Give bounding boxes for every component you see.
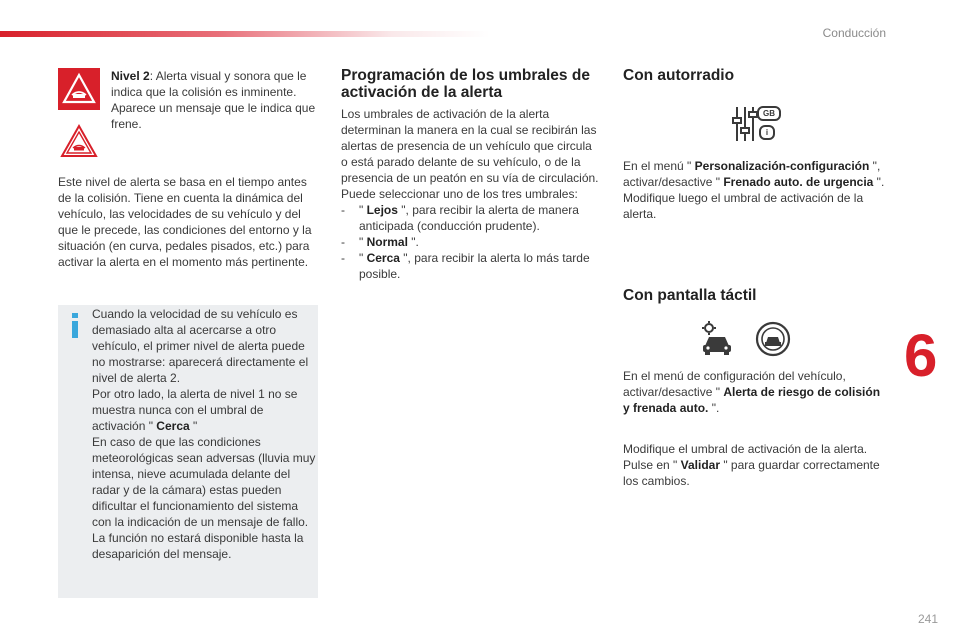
list-item: - " Lejos ", para recibir la alerta de manera anticipada (conducción prudente). bbox=[341, 203, 579, 233]
collision-brake-icon bbox=[755, 321, 791, 357]
chapter-number: 6 bbox=[904, 322, 938, 389]
thresholds-title: Programación de los umbrales de activación de la alerta bbox=[341, 67, 590, 101]
alert-level-paragraph: Este nivel de alerta se basa en el tiempo antes de la colisión. Tiene en cuenta la dinámica del vehículo, las velocidades de su vehículo y del que le precede, las condiciones del entorno y la situación (en curva, pedales pisados, etc.) para activar la alerta en el momento más pertinente. bbox=[58, 175, 312, 269]
page-number: 241 bbox=[917, 612, 938, 626]
audio-settings-icon bbox=[731, 104, 783, 144]
list-item: - " Cerca ", para recibir la alerta lo más tarde posible. bbox=[341, 251, 590, 281]
tactil-title: Con pantalla táctil bbox=[623, 287, 757, 304]
gb-label: GB bbox=[763, 109, 775, 118]
info-icon bbox=[68, 313, 84, 339]
collision-alert-red-icon bbox=[58, 68, 100, 110]
thresholds-body: Los umbrales de activación de la alerta determinan la manera en la cual se recibirán las alertas de presencia de un vehículo que circula o está parado delante de su vehículo, o de la presencia de un peatón en su vía de circulación. Puede seleccionar uno de los tres umbrales: - " Lejos ", para recibir la alerta de manera anticipada (conducción prudente). - " Normal ". - " Cerca ", para recibir la alerta lo más tarde posible. bbox=[341, 106, 601, 282]
collision-alert-outline-icon bbox=[58, 121, 100, 163]
list-item: - " Normal ". bbox=[341, 235, 419, 249]
autorradio-body: En el menú " Personalización-configuración ", activar/desactive " Frenado auto. de urgencia ". Modifique luego el umbral de activación de la alerta. bbox=[623, 159, 885, 221]
tactil-body: En el menú de configuración del vehículo, activar/desactive " Alerta de riesgo de colisión y frenada auto. ". bbox=[623, 369, 881, 415]
info-text: Cuando la velocidad de su vehículo es demasiado alta al acercarse a otro vehículo, el primer nivel de alerta puede no mostrarse: aparecerá directamente el nivel de alerta 2. Por otro lado, la alerta de nivel 1 no se muestra nunca con el umbral de activación " Cerca " En caso de que las condiciones meteorológicas sean adversas (lluvia muy intensa, nieve acumulada delante del radar y de la cámara) estas pueden dificultar el funcionamiento del sistema con la indicación de un mensaje de fallo. La función no estará disponible hasta la desaparición del mensaje. bbox=[92, 307, 316, 561]
autorradio-title: Con autorradio bbox=[623, 67, 735, 84]
header-accent-bar bbox=[0, 31, 490, 37]
section-title: Conducción bbox=[822, 26, 886, 40]
nivel2-text: Nivel 2: Alerta visual y sonora que le indica que la colisión es inminente. Aparece un mensaje que le indica que frene. bbox=[111, 69, 316, 131]
tactil-instructions: Modifique el umbral de activación de la alerta. Pulse en " Validar " para guardar correctamente los cambios. bbox=[623, 442, 880, 488]
vehicle-settings-icon bbox=[700, 320, 734, 356]
info-label: i bbox=[765, 128, 769, 137]
